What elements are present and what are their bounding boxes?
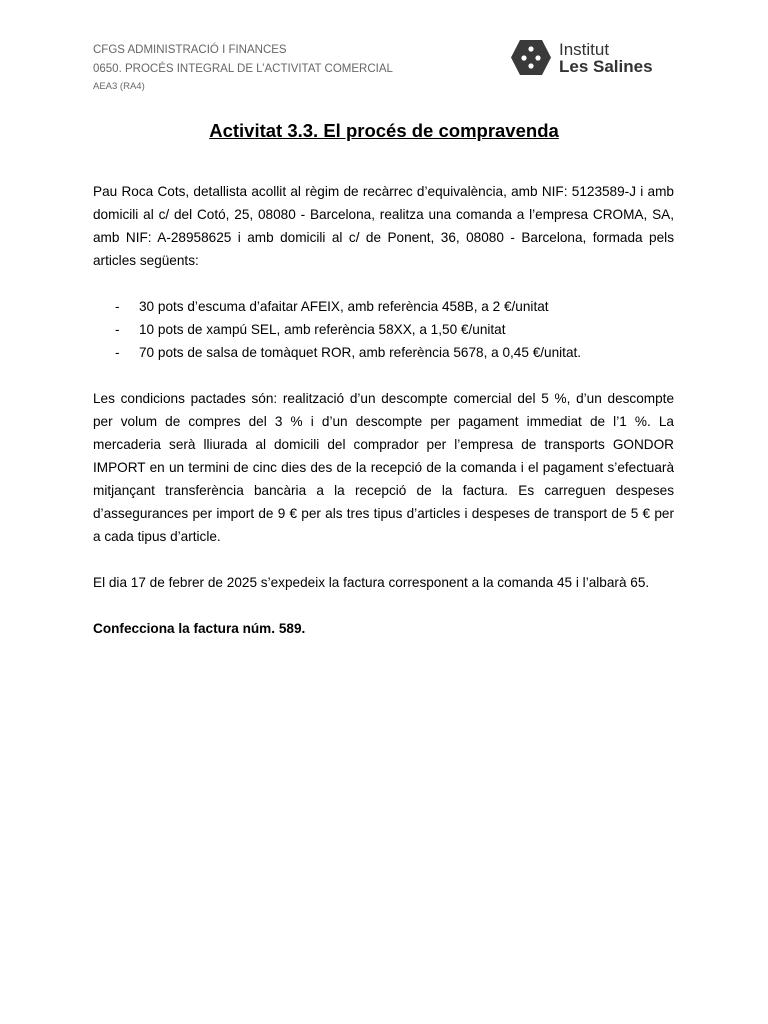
institut-hexagon-dots-icon <box>510 39 552 76</box>
list-dash: - <box>115 299 120 314</box>
task-instruction: Confecciona la factura núm. 589. <box>93 621 306 636</box>
list-item <box>93 318 674 341</box>
list-item-text: 70 pots de salsa de tomàquet ROR, amb referència 5678, a 0,45 €/unitat. <box>139 345 582 360</box>
list-item <box>93 341 674 364</box>
page-title: Activitat 3.3. El procés de compravenda <box>209 120 559 141</box>
document-header <box>93 41 393 95</box>
logo-text-line2: Les Salines <box>559 56 653 76</box>
intro-paragraph: Pau Roca Cots, detallista acollit al règim de recàrrec d’equivalència, amb NIF: 5123589-J i amb domicili al c/ del Cotó, 25, 08080 - Barcelona, realitza una comanda a l’empresa CROMA, SA, amb NIF: A-28958625 i amb domicili al c/ de Ponent, 36, 08080 - Barcelona, formada pels articles següents: <box>93 184 674 268</box>
date-paragraph: El dia 17 de febrer de 2025 s’expedeix la factura corresponent a la comanda 45 i l’albarà 65. <box>93 575 650 590</box>
list-item-text: 10 pots de xampú SEL, amb referència 58XX, a 1,50 €/unitat <box>139 322 506 337</box>
conditions-paragraph: Les condicions pactades són: realització d’un descompte comercial del 5 %, d’un descompte per volum de compres del 3 % i d’un descompte per pagament immediat de l’1 %. La mercaderia serà lliurada al domicili del comprador per l’empresa de transports GONDOR IMPORT en un termini de cinc dies des de la recepció de la comanda i el pagament s’efectuarà mitjançant transferència bancària a la recepció de la factura. Es carreguen despeses d’assegurances per import de 9 € per als tres tipus d’articles i despeses de transport de 5 € per a cada tipus d’article. <box>93 391 674 544</box>
list-item <box>93 295 674 318</box>
article-list <box>93 295 674 364</box>
logo-text <box>559 41 653 75</box>
list-item-text: 30 pots d’escuma d’afaitar AFEIX, amb referència 458B, a 2 €/unitat <box>139 299 549 314</box>
logo-text-line1: Institut <box>559 39 610 59</box>
module-name: 0650. PROCÉS INTEGRAL DE L’ACTIVITAT COMERCIAL <box>93 63 393 75</box>
list-dash: - <box>115 322 120 337</box>
list-dash: - <box>115 345 120 360</box>
course-name: CFGS ADMINISTRACIÓ I FINANCES <box>93 44 287 56</box>
activity-code: AEA3 (RA4) <box>93 81 145 92</box>
document-body <box>93 180 674 640</box>
institut-logo <box>510 39 653 76</box>
